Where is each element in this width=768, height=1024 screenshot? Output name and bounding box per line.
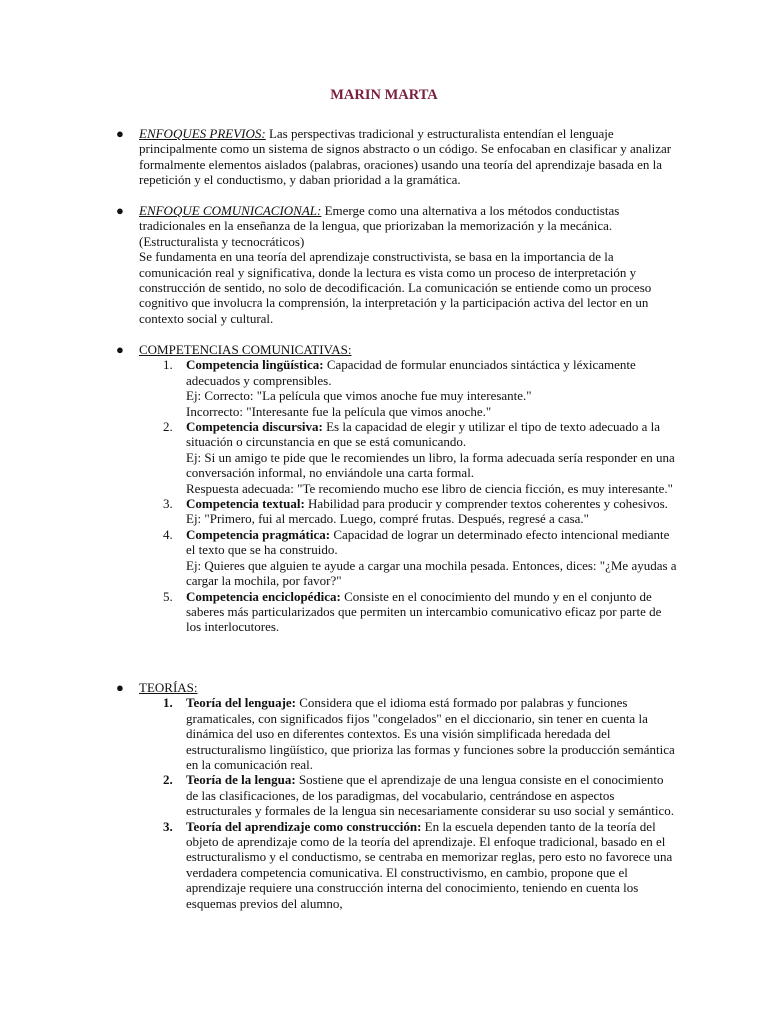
list-term: Competencia pragmática: <box>186 526 331 542</box>
list-number: 1. <box>163 357 173 373</box>
paragraph <box>139 203 679 249</box>
bullet-icon: ● <box>116 126 124 141</box>
section-teorias <box>116 680 679 911</box>
paragraph-text: Se fundamenta en una teoría del aprendizaje constructivista, se basa en la importancia de la comunicación real y significativa, donde la lectura es vista como un proceso de interpretación y construcción de sentido, no solo de decodificación. La comunicación se entiende como un proceso cognitivo que involucra la comprensión, la interpretación y la participación activa del lector en un contexto social y cultural. <box>139 249 652 326</box>
bullet-icon: ● <box>116 342 124 357</box>
document-title: MARIN MARTA <box>330 87 438 103</box>
section-heading: COMPETENCIAS COMUNICATIVAS: <box>139 342 352 357</box>
list-desc: Sostiene que el aprendizaje de una lengua consiste en el conocimiento de las clasificaciones, de los paradigmas, del vocabulario, centrándose en aspectos estructurales y formales de la lengua sin necesariamente considerar su uso social y semántico. <box>186 772 675 819</box>
list-term: Competencia enciclopédica: <box>186 588 341 604</box>
list-item <box>139 772 679 818</box>
list-item <box>139 819 679 911</box>
list-number: 5. <box>163 588 173 604</box>
section-enfoques-previos <box>116 126 679 188</box>
list-item <box>139 695 679 772</box>
teorias-list <box>139 695 679 911</box>
section-enfoque-comunicacional <box>116 203 679 326</box>
section-heading: TEORÍAS: <box>139 680 198 695</box>
example-text: Ej: Quieres que alguien te ayude a cargar una mochila pesada. Entonces, dices: "¿Me ayudas a cargar la mochila, por favor?" <box>186 557 677 589</box>
list-desc: Habilidad para producir y comprender textos coherentes y cohesivos. <box>304 496 668 512</box>
list-desc: Capacidad de lograr un determinado efecto intencional mediante el texto que se ha construido. <box>186 526 670 558</box>
list-term: Teoría del lenguaje: <box>186 695 297 711</box>
list-desc: En la escuela dependen tanto de la teoría del objeto de aprendizaje como de la teoría del aprendizaje. El enfoque tradicional, basado en el estructuralismo y el conductismo, se centraba en memorizar reglas, pero esto no favorece una verdadera competencia comunicativa. El constructivismo, en cambio, propone que el aprendizaje requiere una construcción interna del conocimiento, teniendo en cuenta los esquemas previos del alumno, <box>186 818 673 911</box>
list-number: 3. <box>163 818 173 834</box>
list-item <box>139 357 679 419</box>
example-text: Ej: Si un amigo te pide que le recomiendes un libro, la forma adecuada sería responder en una conversación informal, no enviándole una carta formal. <box>186 449 675 481</box>
list-desc: Consiste en el conocimiento del mundo y en el conjunto de saberes más particularizados que permiten un intercambio comunicativo eficaz por parte de los interlocutores. <box>186 588 662 635</box>
list-term: Competencia lingüística: <box>186 357 324 373</box>
example-text: Ej: "Primero, fui al mercado. Luego, compré frutas. Después, regresé a casa." <box>186 511 589 527</box>
section-heading: ENFOQUES PREVIOS: <box>139 126 266 141</box>
bullet-icon: ● <box>116 680 124 695</box>
paragraph-text: Emerge como una alternativa a los métodos conductistas tradicionales en la enseñanza de la lengua, que priorizaban la memorización y la mecánica. (Estructuralista y tecnocráticos) <box>139 203 620 249</box>
paragraph <box>139 126 679 188</box>
example-text: Respuesta adecuada: "Te recomiendo mucho ese libro de ciencia ficción, es muy interesante." <box>186 480 673 496</box>
list-desc: Capacidad de formular enunciados sintáctica y léxicamente adecuados y comprensibles. <box>186 357 636 388</box>
example-text: Incorrecto: "Interesante fue la película que vimos anoche." <box>186 403 492 419</box>
list-number: 2. <box>163 772 173 788</box>
example-text: Ej: Correcto: "La película que vimos anoche fue muy interesante." <box>186 388 532 404</box>
list-term: Competencia discursiva: <box>186 419 323 435</box>
list-term: Competencia textual: <box>186 496 305 512</box>
section-heading: ENFOQUE COMUNICACIONAL: <box>139 203 322 218</box>
list-number: 2. <box>163 419 173 435</box>
list-number: 1. <box>163 695 173 711</box>
list-item <box>139 589 679 635</box>
list-item <box>139 496 679 527</box>
bullet-icon: ● <box>116 203 124 218</box>
list-item <box>139 419 679 496</box>
list-term: Teoría del aprendizaje como construcción: <box>186 818 422 834</box>
competencias-list <box>139 357 679 634</box>
section-competencias <box>116 342 679 635</box>
paragraph-text: Las perspectivas tradicional y estructuralista entendían el lenguaje principalmente como un sistema de signos abstracto o un código. Se enfocaban en clasificar y analizar formalmente elementos aislados (palabras, oraciones) usando una teoría del aprendizaje basada en la repetición y el conductismo, y daban prioridad a la gramática. <box>139 126 672 188</box>
list-number: 3. <box>163 496 173 512</box>
list-item <box>139 527 679 589</box>
list-desc: Considera que el idioma está formado por palabras y funciones gramaticales, con significados fijos "congelados" en el diccionario, sin tener en cuenta la dinámica del uso en diferentes contextos. Es una visión simplificada heredada del estructuralismo lingüístico, que prioriza las formas y funciones sobre la producción semántica en la comunicación real. <box>186 695 675 773</box>
list-desc: Es la capacidad de elegir y utilizar el tipo de texto adecuado a la situación o circunstancia en que se está comunicando. <box>186 419 660 450</box>
list-number: 4. <box>163 526 173 542</box>
list-term: Teoría de la lengua: <box>186 772 296 788</box>
